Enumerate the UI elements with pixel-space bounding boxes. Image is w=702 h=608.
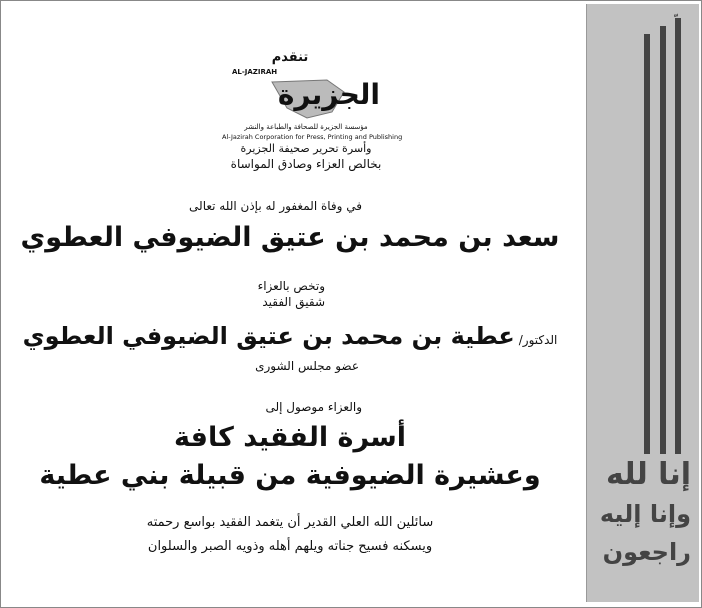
verse-line-1: إنا لله xyxy=(606,457,691,492)
logo-latin: AL-JAZIRAH xyxy=(232,68,278,76)
logo-arabic: الجزيرة xyxy=(277,78,380,111)
brother-name: عطية بن محمد بن عتيق الضيوفي العطوي xyxy=(22,322,515,350)
prayer-line-1: سائلين الله العلي القدير أن يتغمد الفقيد بواسع رحمته xyxy=(146,515,434,530)
editorial-family: وأسرة تحرير صحيفة الجزيرة xyxy=(240,142,372,155)
condolence-text: بخالص العزاء وصادق المواساة xyxy=(230,157,382,171)
deceased-name: سعد بن محمد بن عتيق الضيوفي العطوي xyxy=(20,222,560,253)
prayer-line-2: ويسكنه فسيح جناته ويلهم أهله وذويه الصبر والسلوان xyxy=(147,539,433,554)
org-english: Al-Jazirah Corporation for Press, Printing and Publishing xyxy=(222,133,403,141)
verse-line-2: وإنا إليه xyxy=(599,500,691,528)
svg-text:ّ xyxy=(674,13,678,17)
presents-text: تنقدم xyxy=(271,50,309,65)
family-line-1: أسرة الفقيد كافة xyxy=(173,422,407,453)
brother-label: شقيق الفقيد xyxy=(262,295,325,309)
brother-position: عضو مجلس الشورى xyxy=(255,359,359,373)
al-jazirah-logo xyxy=(232,68,380,122)
intro-text: في وفاة المغفور له بإذن الله تعالى xyxy=(189,199,362,213)
verse-line-3: راجعون xyxy=(602,538,691,566)
title-prefix: الدكتور/ xyxy=(518,333,558,347)
family-line-2: وعشيرة الضيوفية من قبيلة بني عطية xyxy=(39,460,541,491)
extended-text: والعزاء موصول إلى xyxy=(265,400,362,414)
special-text: وتخص بالعزاء xyxy=(257,279,325,293)
org-arabic: مؤسسة الجزيرة للصحافة والطباعة والنشر xyxy=(244,123,368,131)
verse-panel xyxy=(586,4,699,602)
brother-line xyxy=(0,322,580,350)
